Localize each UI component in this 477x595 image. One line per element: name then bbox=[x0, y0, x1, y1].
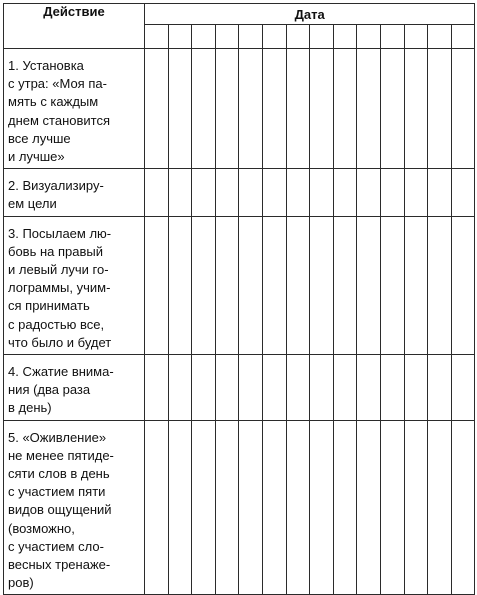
date-check-cell[interactable] bbox=[333, 49, 357, 169]
date-check-cell[interactable] bbox=[404, 420, 428, 595]
date-check-cell[interactable] bbox=[192, 49, 216, 169]
date-check-cell[interactable] bbox=[168, 216, 192, 354]
date-subheader-cell[interactable] bbox=[145, 25, 169, 49]
date-check-cell[interactable] bbox=[286, 420, 310, 595]
date-check-cell[interactable] bbox=[357, 355, 381, 421]
date-check-cell[interactable] bbox=[192, 355, 216, 421]
date-check-cell[interactable] bbox=[145, 355, 169, 421]
date-check-cell[interactable] bbox=[215, 216, 239, 354]
date-check-cell[interactable] bbox=[239, 49, 263, 169]
date-check-cell[interactable] bbox=[310, 420, 334, 595]
date-check-cell[interactable] bbox=[192, 420, 216, 595]
date-subheader-cell[interactable] bbox=[380, 25, 404, 49]
date-check-cell[interactable] bbox=[286, 355, 310, 421]
date-check-cell[interactable] bbox=[262, 169, 286, 216]
date-check-cell[interactable] bbox=[451, 420, 475, 595]
date-check-cell[interactable] bbox=[357, 216, 381, 354]
date-check-cell[interactable] bbox=[262, 355, 286, 421]
date-check-cell[interactable] bbox=[262, 49, 286, 169]
date-check-cell[interactable] bbox=[145, 216, 169, 354]
date-check-cell[interactable] bbox=[215, 355, 239, 421]
date-check-cell[interactable] bbox=[145, 169, 169, 216]
date-subheader-cell[interactable] bbox=[428, 25, 452, 49]
date-check-cell[interactable] bbox=[239, 216, 263, 354]
date-subheader-cell[interactable] bbox=[333, 25, 357, 49]
action-row bbox=[4, 420, 475, 595]
date-check-cell[interactable] bbox=[404, 49, 428, 169]
date-check-cell[interactable] bbox=[428, 169, 452, 216]
action-row bbox=[4, 49, 475, 169]
action-text-5: 5. «Оживление» не менее пятиде- сяти слов в день с участием пяти видов ощущений (возможно, с участием сло- весных тренаже- ров) bbox=[4, 420, 145, 595]
date-check-cell[interactable] bbox=[357, 420, 381, 595]
date-check-cell[interactable] bbox=[333, 216, 357, 354]
date-check-cell[interactable] bbox=[192, 169, 216, 216]
action-text-2: 2. Визуализиру- ем цели bbox=[4, 169, 145, 216]
date-check-cell[interactable] bbox=[286, 216, 310, 354]
date-check-cell[interactable] bbox=[428, 420, 452, 595]
date-check-cell[interactable] bbox=[310, 216, 334, 354]
action-row bbox=[4, 355, 475, 421]
date-check-cell[interactable] bbox=[451, 49, 475, 169]
date-check-cell[interactable] bbox=[145, 420, 169, 595]
date-check-cell[interactable] bbox=[380, 420, 404, 595]
action-text-1: 1. Установка с утра: «Моя па- мять с каждым днем становится все лучше и лучше» bbox=[4, 49, 145, 169]
date-check-cell[interactable] bbox=[380, 169, 404, 216]
date-subheader-cell[interactable] bbox=[451, 25, 475, 49]
date-check-cell[interactable] bbox=[451, 169, 475, 216]
date-check-cell[interactable] bbox=[215, 420, 239, 595]
date-subheader-cell[interactable] bbox=[215, 25, 239, 49]
date-check-cell[interactable] bbox=[428, 216, 452, 354]
date-check-cell[interactable] bbox=[239, 355, 263, 421]
tracker-body bbox=[4, 49, 475, 595]
date-check-cell[interactable] bbox=[357, 49, 381, 169]
date-check-cell[interactable] bbox=[451, 355, 475, 421]
header-row bbox=[4, 4, 475, 25]
date-subheader-cell[interactable] bbox=[262, 25, 286, 49]
date-check-cell[interactable] bbox=[286, 49, 310, 169]
action-date-tracker-table bbox=[3, 3, 475, 595]
date-subheader-cell[interactable] bbox=[168, 25, 192, 49]
date-check-cell[interactable] bbox=[192, 216, 216, 354]
date-check-cell[interactable] bbox=[428, 49, 452, 169]
date-check-cell[interactable] bbox=[428, 355, 452, 421]
date-subheader-cell[interactable] bbox=[192, 25, 216, 49]
action-text-3: 3. Посылаем лю- бовь на правый и левый лучи го- лограммы, учим- ся принимать с радостью все, что было и будет bbox=[4, 216, 145, 354]
date-check-cell[interactable] bbox=[380, 49, 404, 169]
date-check-cell[interactable] bbox=[380, 355, 404, 421]
date-check-cell[interactable] bbox=[333, 169, 357, 216]
date-check-cell[interactable] bbox=[310, 49, 334, 169]
action-column-header: Действие bbox=[4, 4, 145, 49]
date-check-cell[interactable] bbox=[262, 420, 286, 595]
date-check-cell[interactable] bbox=[404, 216, 428, 354]
date-check-cell[interactable] bbox=[145, 49, 169, 169]
date-check-cell[interactable] bbox=[168, 49, 192, 169]
date-check-cell[interactable] bbox=[215, 169, 239, 216]
date-check-cell[interactable] bbox=[239, 420, 263, 595]
date-check-cell[interactable] bbox=[168, 355, 192, 421]
date-check-cell[interactable] bbox=[239, 169, 263, 216]
date-check-cell[interactable] bbox=[168, 420, 192, 595]
date-check-cell[interactable] bbox=[286, 169, 310, 216]
date-column-header: Дата bbox=[145, 4, 475, 25]
date-check-cell[interactable] bbox=[310, 169, 334, 216]
date-check-cell[interactable] bbox=[262, 216, 286, 354]
action-text-4: 4. Сжатие внима- ния (два раза в день) bbox=[4, 355, 145, 421]
date-check-cell[interactable] bbox=[310, 355, 334, 421]
date-check-cell[interactable] bbox=[451, 216, 475, 354]
date-check-cell[interactable] bbox=[404, 169, 428, 216]
date-subheader-cell[interactable] bbox=[286, 25, 310, 49]
date-check-cell[interactable] bbox=[333, 355, 357, 421]
date-check-cell[interactable] bbox=[215, 49, 239, 169]
date-subheader-cell[interactable] bbox=[404, 25, 428, 49]
date-check-cell[interactable] bbox=[404, 355, 428, 421]
date-check-cell[interactable] bbox=[333, 420, 357, 595]
action-row bbox=[4, 169, 475, 216]
date-check-cell[interactable] bbox=[357, 169, 381, 216]
date-check-cell[interactable] bbox=[168, 169, 192, 216]
date-subheader-cell[interactable] bbox=[357, 25, 381, 49]
date-subheader-cell[interactable] bbox=[239, 25, 263, 49]
date-subheader-cell[interactable] bbox=[310, 25, 334, 49]
action-row bbox=[4, 216, 475, 354]
date-check-cell[interactable] bbox=[380, 216, 404, 354]
